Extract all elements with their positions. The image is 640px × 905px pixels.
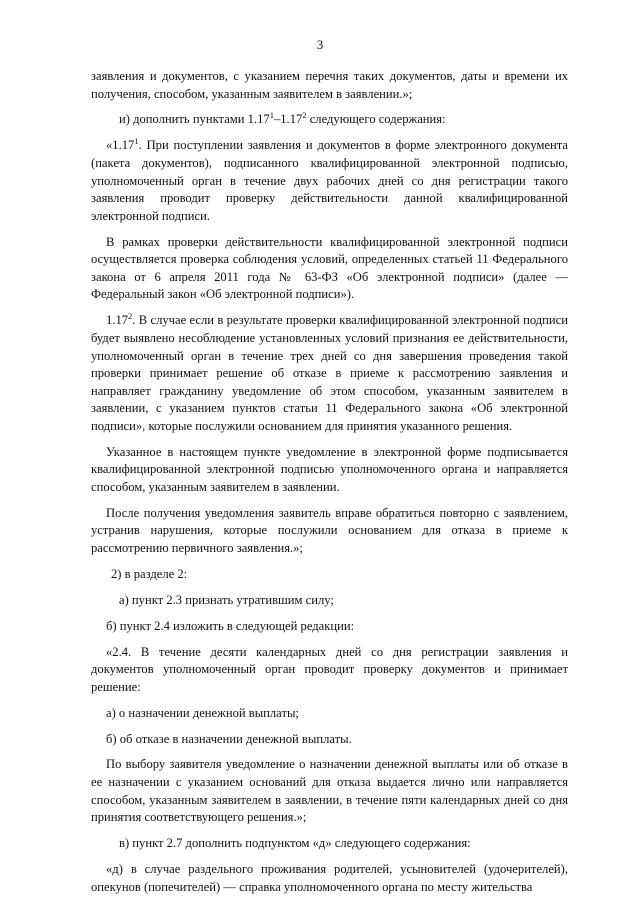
paragraph-decision-b: б) об отказе в назначении денежной выплаты. <box>106 731 352 746</box>
paragraph-text: 1.17 <box>106 313 129 328</box>
paragraph-section-2: 2) в разделе 2: <box>111 566 188 581</box>
paragraph-repeat-application: После получения уведомления заявитель вправе обратиться повторно с заявлением, устранив нарушения, которые послужили основанием для отказа в приеме к рассмотрению первичного заявления.»; <box>91 505 568 556</box>
paragraph-continuation: заявления и документов, с указанием перечня таких документов, даты и времени их получения, способом, указанным заявителем в заявлении.»; <box>91 69 568 101</box>
paragraph-subitem-d: «д) в случае раздельного проживания родителей, усыновителей (удочерителей), опекунов (попечителей) — справка уполномоченного органа по месту жительства <box>91 862 568 894</box>
paragraph-item-v: в) пункт 2.7 дополнить подпунктом «д» следующего содержания: <box>119 836 471 851</box>
document-body <box>91 68 568 905</box>
paragraph-verification-scope: В рамках проверки действительности квалифицированной электронной подписи осуществляется проверка соблюдения условий, определенных статьей 11 Федерального закона от 6 апреля 2011 года № 63-ФЗ «Об электронной подписи» (далее — Федеральный закон «Об электронной подписи»). <box>91 234 568 302</box>
paragraph-text: . В случае если в результате проверки квалифицированной электронной подписи будет выявлено несоблюдение установленных условий признания ее действительности, уполномоченный орган в течение трех дней со дня завершения проведения такой проверки принимает решение об отказе в приеме к рассмотрению заявления и направляет гражданину уведомление об этом способом, указанным заявителем в заявлении, с указанием пунктов статьи 11 Федерального закона «Об электронной подписи», которые послужили основанием для принятия указанного решения. <box>91 313 568 433</box>
paragraph-text: . При поступлении заявления и документов в форме электронного документа (пакета документов), подписанного квалифицированной электронной подписью, уполномоченный орган в течение двух рабочих дней со дня регистрации такого заявления проводит проверку действительности данной квалифицированной электронной подписи. <box>91 138 568 223</box>
paragraph-item-b: б) пункт 2.4 изложить в следующей редакции: <box>106 618 355 633</box>
paragraph-2-4: «2.4. В течение десяти календарных дней со дня регистрации заявления и документов уполномоченный орган проводит проверку документов и принимает решение: <box>91 644 568 694</box>
paragraph-text: «1.17 <box>106 138 135 153</box>
paragraph-item-a: а) пункт 2.3 признать утратившим силу; <box>119 592 334 607</box>
paragraph-decision-a: а) о назначении денежной выплаты; <box>106 705 299 720</box>
paragraph-text: следующего содержания: <box>306 112 446 127</box>
paragraph-text: –1.17 <box>273 112 303 127</box>
superscript: 2 <box>128 311 133 322</box>
paragraph-amendment-i <box>91 111 568 129</box>
paragraph-1-17-1 <box>91 137 568 225</box>
superscript: 2 <box>302 110 307 121</box>
paragraph-text: и) дополнить пунктами 1.17 <box>119 112 270 127</box>
paragraph-notification: Указанное в настоящем пункте уведомление в электронной форме подписывается квалифицированной электронной подписью уполномоченного органа и направляется способом, указанным заявителем в заявлении. <box>91 444 568 494</box>
superscript: 1 <box>269 110 274 121</box>
paragraph-1-17-2 <box>91 312 568 435</box>
page-number: 3 <box>316 37 324 52</box>
superscript: 1 <box>134 136 139 147</box>
paragraph-choice-notification: По выбору заявителя уведомление о назначении денежной выплаты или об отказе в ее назначении с указанием оснований для отказа выдается лично или направляется способом, указанным заявителем в заявлении, в течение пяти календарных дней со дня принятия соответствующего решения.»; <box>91 757 568 825</box>
